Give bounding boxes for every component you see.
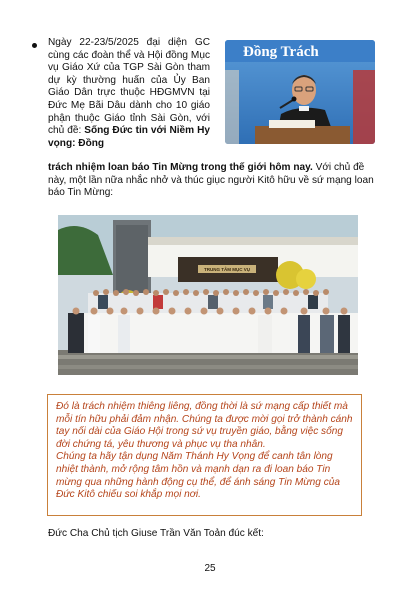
quote-paragraph-2: Chúng ta hãy tận dụng Năm Thánh Hy Vọng để canh tân lòng nhiệt thành, mở rộng tâm hồn và mạnh dạn ra đi loan báo Tin mừng qua những hành động cụ thể, để ánh sáng Tin Mừng của Đức Kitô chiếu soi khắp mọi nơi. — [56, 451, 340, 501]
banner-text: Đồng Trách — [243, 44, 319, 60]
crowd — [68, 289, 358, 353]
bullet-text: Ngày 22-23/5/2025 đại diện GC cùng các đoàn thể và Hội đồng Mục vụ Giáo Xứ của TGP Sài Gòn tham dự kỳ thường huấn của Ủy Ban Giáo Dân trực thuộc HĐGMVN tại Đức Mẹ Bãi Dâu dành cho 10 giáo phận thuộc Giáo tỉnh Sài Gòn, với chủ đề: — [48, 37, 210, 137]
speaker-photo — [225, 40, 375, 144]
group-photo — [58, 215, 358, 375]
building-sign: TRUNG TÂM MỤC VỤ — [204, 267, 250, 272]
group-photo-image — [58, 215, 358, 375]
continuation-text: Với chủ đề này, một lần nữa nhắc nhở và thúc giục người Kitô hữu về sứ mạng loan báo Tin Mừng: — [48, 162, 374, 199]
bullet-marker — [32, 43, 37, 48]
theme-title-part1: Sống Đức tin với Niềm Hy vọng: Đồng — [48, 125, 210, 149]
speaker-photo-image — [225, 40, 375, 144]
bullet-continuation — [48, 162, 378, 200]
page-number: 25 — [204, 563, 216, 574]
quote-paragraph-1: Đó là trách nhiệm thiêng liêng, đồng thời là sứ mạng cấp thiết mà mỗi tín hữu phải đảm nhận. Chúng ta được mời gọi trở thành cánh tay nối dài của Giáo Hội trong sứ vụ truyền giáo, bằng việc sống đời chứng tá, yêu thương và phục vụ tha nhân. — [56, 401, 353, 450]
closing-line: Đức Cha Chủ tịch Giuse Trần Văn Toản đúc kết: — [48, 528, 264, 539]
theme-title-part2: trách nhiệm loan báo Tin Mừng trong thế giới hôm nay. — [48, 162, 313, 173]
bullet-paragraph — [48, 37, 210, 150]
quote-box — [47, 394, 362, 516]
